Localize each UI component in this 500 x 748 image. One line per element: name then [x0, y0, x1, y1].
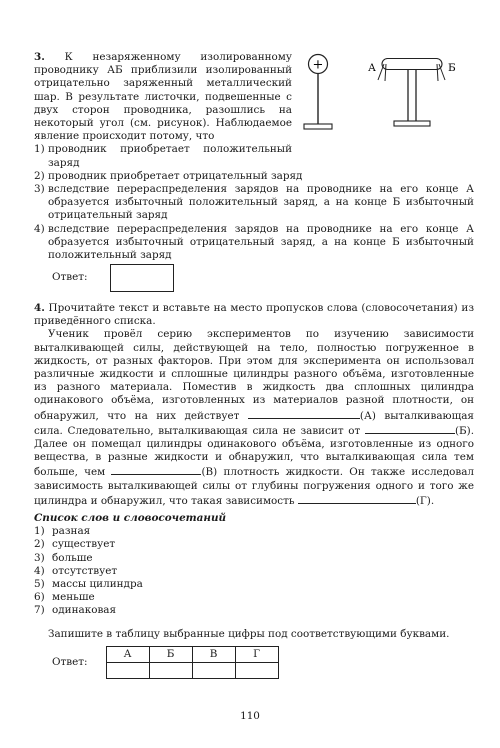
sphere-charge-sign: + [312, 57, 324, 73]
charged-sphere [304, 55, 332, 130]
electroscope-figure [298, 52, 478, 137]
blank-v[interactable] [111, 464, 201, 475]
question-3-answer [52, 264, 174, 292]
answer-table-input-row [106, 663, 278, 679]
page-number: 110 [240, 710, 260, 722]
option-number: 3) [34, 183, 45, 196]
passage-part-1: Ученик провёл серию экспериментов по изучению зависимости выталкивающей силы, действующей на тело, полностью погруженное в жидкость, от разных факторов. При этом для эксперимента он использовал различные жидкости и сплошные цилиндры разного объёма, изготовленные из разного материала. Поместив в жидкость два сплошных цилиндра одинакового объёма, изготовленных из материалов разной плотности, он обнаружил, что на них действует [34, 328, 474, 422]
option-text: вследствие перераспределения зарядов на проводнике на его конце А образуется избыточный отрицательный заряд, а на конце Б избыточный положительный заряд [48, 222, 474, 262]
question-4-answer [52, 646, 279, 679]
answer-table [106, 646, 279, 679]
answer-cell-v[interactable] [192, 663, 235, 679]
option-number: 1) [34, 143, 45, 156]
answer-cell-b[interactable] [149, 663, 192, 679]
question-3-option-1[interactable] [34, 143, 292, 169]
column-header-a: А [106, 647, 149, 663]
word-list-item: 2) существует [34, 538, 116, 551]
word-list-title: Список слов и словосочетаний [34, 512, 227, 525]
column-header-g: Г [235, 647, 278, 663]
option-number: 4) [34, 222, 45, 235]
table-instruction: Запишите в таблицу выбранные цифры под соответствующими буквами. [48, 628, 450, 640]
passage-part-5: (Г). [415, 494, 435, 507]
blank-b[interactable] [365, 423, 455, 434]
word-list-item: 5) массы цилиндра [34, 578, 143, 591]
option-text: проводник приобретает положительный заряд [48, 143, 292, 169]
question-4-task-text: Прочитайте текст и вставьте на место пропусков слова (словосочетания) из приведённого списка. [34, 302, 474, 328]
question-4-passage [34, 328, 474, 508]
word-list-item: 7) одинаковая [34, 604, 117, 617]
word-list-item: 1) разная [34, 525, 91, 538]
blank-a[interactable] [248, 408, 360, 419]
question-3-option-3[interactable] [34, 183, 474, 223]
passage-part-4: (В) плотность жидкости. Он также исследовал зависимость выталкивающей силы от глубины погружения одного и того же цилиндра и обнаружил, что такая зависимость [34, 466, 474, 507]
answer-label: Ответ: [52, 655, 88, 668]
leaf-left [378, 64, 384, 80]
answer-table-header [106, 647, 278, 663]
question-4-number: 4. [34, 302, 45, 314]
question-3-answer-box[interactable] [110, 264, 174, 292]
blank-g[interactable] [298, 493, 416, 504]
option-number: 2) [34, 169, 45, 182]
option-text: вследствие перераспределения зарядов на проводнике на его конце А образуется избыточный положительный заряд, а на конце Б избыточный отрицательный заряд [48, 183, 474, 222]
column-header-v: В [192, 647, 235, 663]
answer-cell-a[interactable] [106, 663, 149, 679]
question-3-option-2[interactable] [34, 170, 474, 183]
label-b: Б [448, 62, 456, 74]
answer-label: Ответ: [52, 271, 88, 284]
question-3-stem [34, 51, 292, 143]
question-4-task [34, 302, 474, 328]
question-4 [34, 302, 474, 618]
question-3-number: 3. [34, 51, 45, 63]
word-list-item: 6) меньше [34, 591, 95, 604]
question-3-option-4[interactable] [34, 223, 474, 263]
answer-cell-g[interactable] [235, 663, 278, 679]
label-a: А [368, 62, 376, 74]
passage-part-3: (Б). Далее он помещал цилиндры одинакового объёма, изготовленные из одного вещества, в разные жидкости и обнаружил, что выталкивающая сила тем больше, чем [34, 424, 475, 479]
column-header-b: Б [149, 647, 192, 663]
conductor-ab [378, 59, 445, 127]
option-text: проводник приобретает отрицательный заряд [48, 169, 303, 182]
passage-part-2: (А) выталкивающая сила. Следовательно, выталкивающая сила не зависит от [34, 409, 474, 437]
word-list-item: 3) больше [34, 551, 93, 564]
word-list-item: 4) отсутствует [34, 564, 118, 577]
question-3-text: К незаряженному изолированному проводнику АБ приблизили изолированный отрицательно заряженный металлический шар. В результате листочки, подвешенные с двух сторон проводника, разошлись на некоторый угол (см. рисунок). Наблюдаемое явление происходит потому, что [34, 51, 292, 143]
